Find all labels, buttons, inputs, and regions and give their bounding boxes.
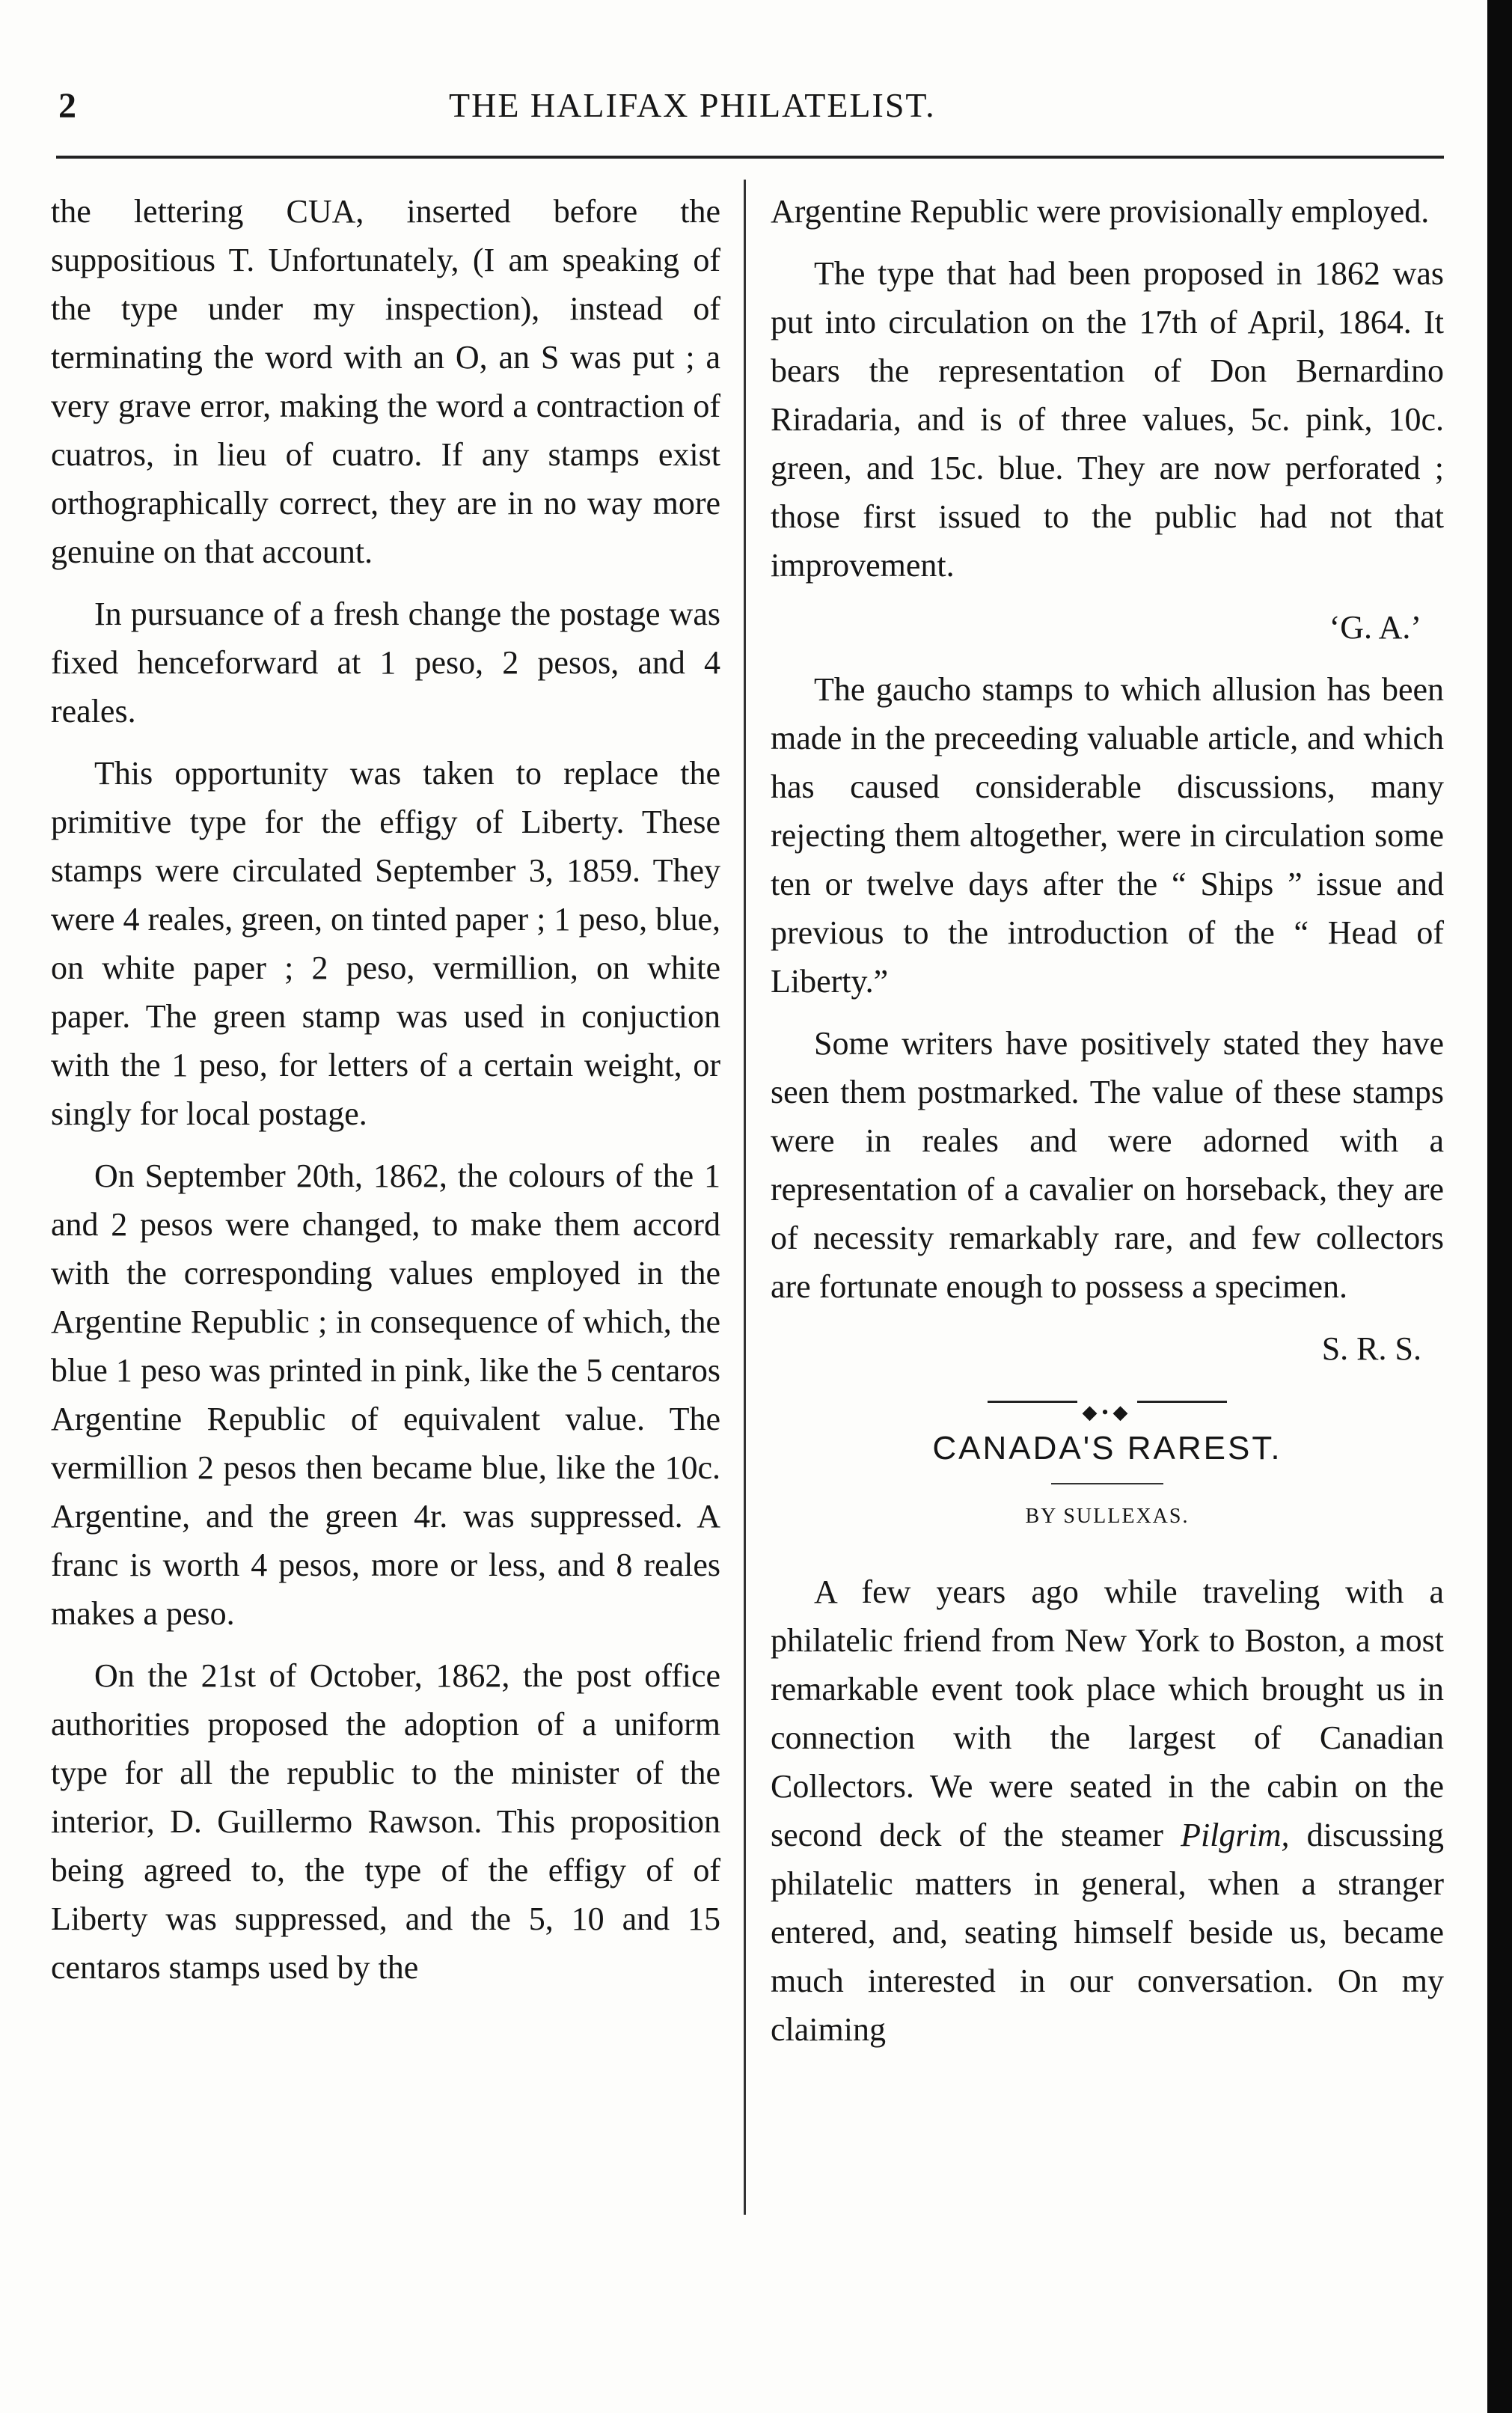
paragraph: Argentine Republic were provisionally employed. [771, 193, 1430, 230]
paragraph: the lettering CUA, inserted before the suppositious T. Unfortunately, (I am speaking of the type under my inspection), instead of terminating the word with an O, an S was put ; a very grave error, making the word a contraction of cuatros, in lieu of cuatro. If any stamps exist orthographically correct, they are in no way more genuine on that account. [51, 193, 720, 570]
paragraph: Some writers have positively stated they have seen them postmarked. The value of these stamps were in reales and were adorned with a representation of a cavalier on horseback, they are of necessity remarkably rare, and few collectors are fortunate enough to possess a specimen. [771, 1025, 1444, 1305]
ornament-line [1137, 1401, 1227, 1403]
signature: ‘G. A.’ [1329, 609, 1421, 646]
header-rule [56, 156, 1444, 159]
section-title: CANADA'S RAREST. [932, 1430, 1282, 1467]
ornament-dots: ◆•◆ [1082, 1401, 1133, 1423]
paragraph: On the 21st of October, 1862, the post office authorities proposed the adoption of a uniform type for all the republic to the minister of the interior, D. Guillermo Rawson. This proposition being agreed to, the type of the effigy of of Liberty was suppressed, and the 5, 10 and 15 centaros stamps used by the [51, 1657, 720, 1986]
article-text: discussing philatelic matters in general, when a stranger entered, and, seating himself beside us, became much interested in our conversation. On my claiming [771, 1817, 1444, 2048]
scan-edge-bar [1487, 0, 1512, 2413]
byline-rule [1051, 1483, 1163, 1484]
right-column [771, 187, 1444, 2067]
left-column [51, 187, 720, 2005]
paragraph: The type that had been proposed in 1862 was put into circulation on the 17th of April, 1864. It bears the representation of Don Bernardino Riradaria, and is of three values, 5c. pink, 10c. green, and 15c. blue. They are now perforated ; those first issued to the public had not that improvement. [771, 255, 1444, 584]
column-divider [744, 180, 746, 2215]
paragraph: In pursuance of a fresh change the postage was fixed henceforward at 1 peso, 2 pesos, and 4 reales. [51, 596, 720, 730]
paragraph: On September 20th, 1862, the colours of the 1 and 2 pesos were changed, to make them accord with the corresponding values employed in the Argentine Republic ; in consequence of which, the blue 1 peso was printed in pink, like the 5 centaros Argentine Republic of equivalent value. The vermillion 2 pesos then became blue, like the 10c. Argentine, and the green 4r. was suppressed. A franc is worth 4 pesos, more or less, and 8 reales makes a peso. [51, 1157, 720, 1632]
article-text: A few years ago while traveling with a philatelic friend from New York to Boston, a most remarkable event took place which brought us in connection with the largest of Canadian Collectors. We were seated in the cabin on the second deck of the steamer [771, 1574, 1444, 1853]
journal-title: THE HALIFAX PHILATELIST. [449, 86, 936, 124]
paragraph: The gaucho stamps to which allusion has been made in the preceeding valuable article, and which has caused considerable discussions, many rejecting them altogether, were in circulation some ten or twelve days after the “ Ships ” issue and previous to the introduction of the “ Head of Liberty.” [771, 671, 1444, 1000]
section-ornament [771, 1386, 1444, 1423]
ornament-line [988, 1401, 1077, 1403]
paragraph: This opportunity was taken to replace the primitive type for the effigy of Liberty. These stamps were circulated September 3, 1859. They were 4 reales, green, on tinted paper ; 1 peso, blue, on white paper ; 2 peso, vermillion, on white paper. The green stamp was used in conjuction with the 1 peso, for letters of a certain weight, or singly for local postage. [51, 755, 720, 1132]
page-header [45, 75, 1421, 135]
page-number: 2 [58, 86, 76, 126]
byline: BY SULLEXAS. [1025, 1505, 1190, 1528]
article-paragraph [771, 1568, 1444, 2054]
ship-name: Pilgrim, [1181, 1817, 1290, 1853]
signature: S. R. S. [1321, 1330, 1421, 1367]
